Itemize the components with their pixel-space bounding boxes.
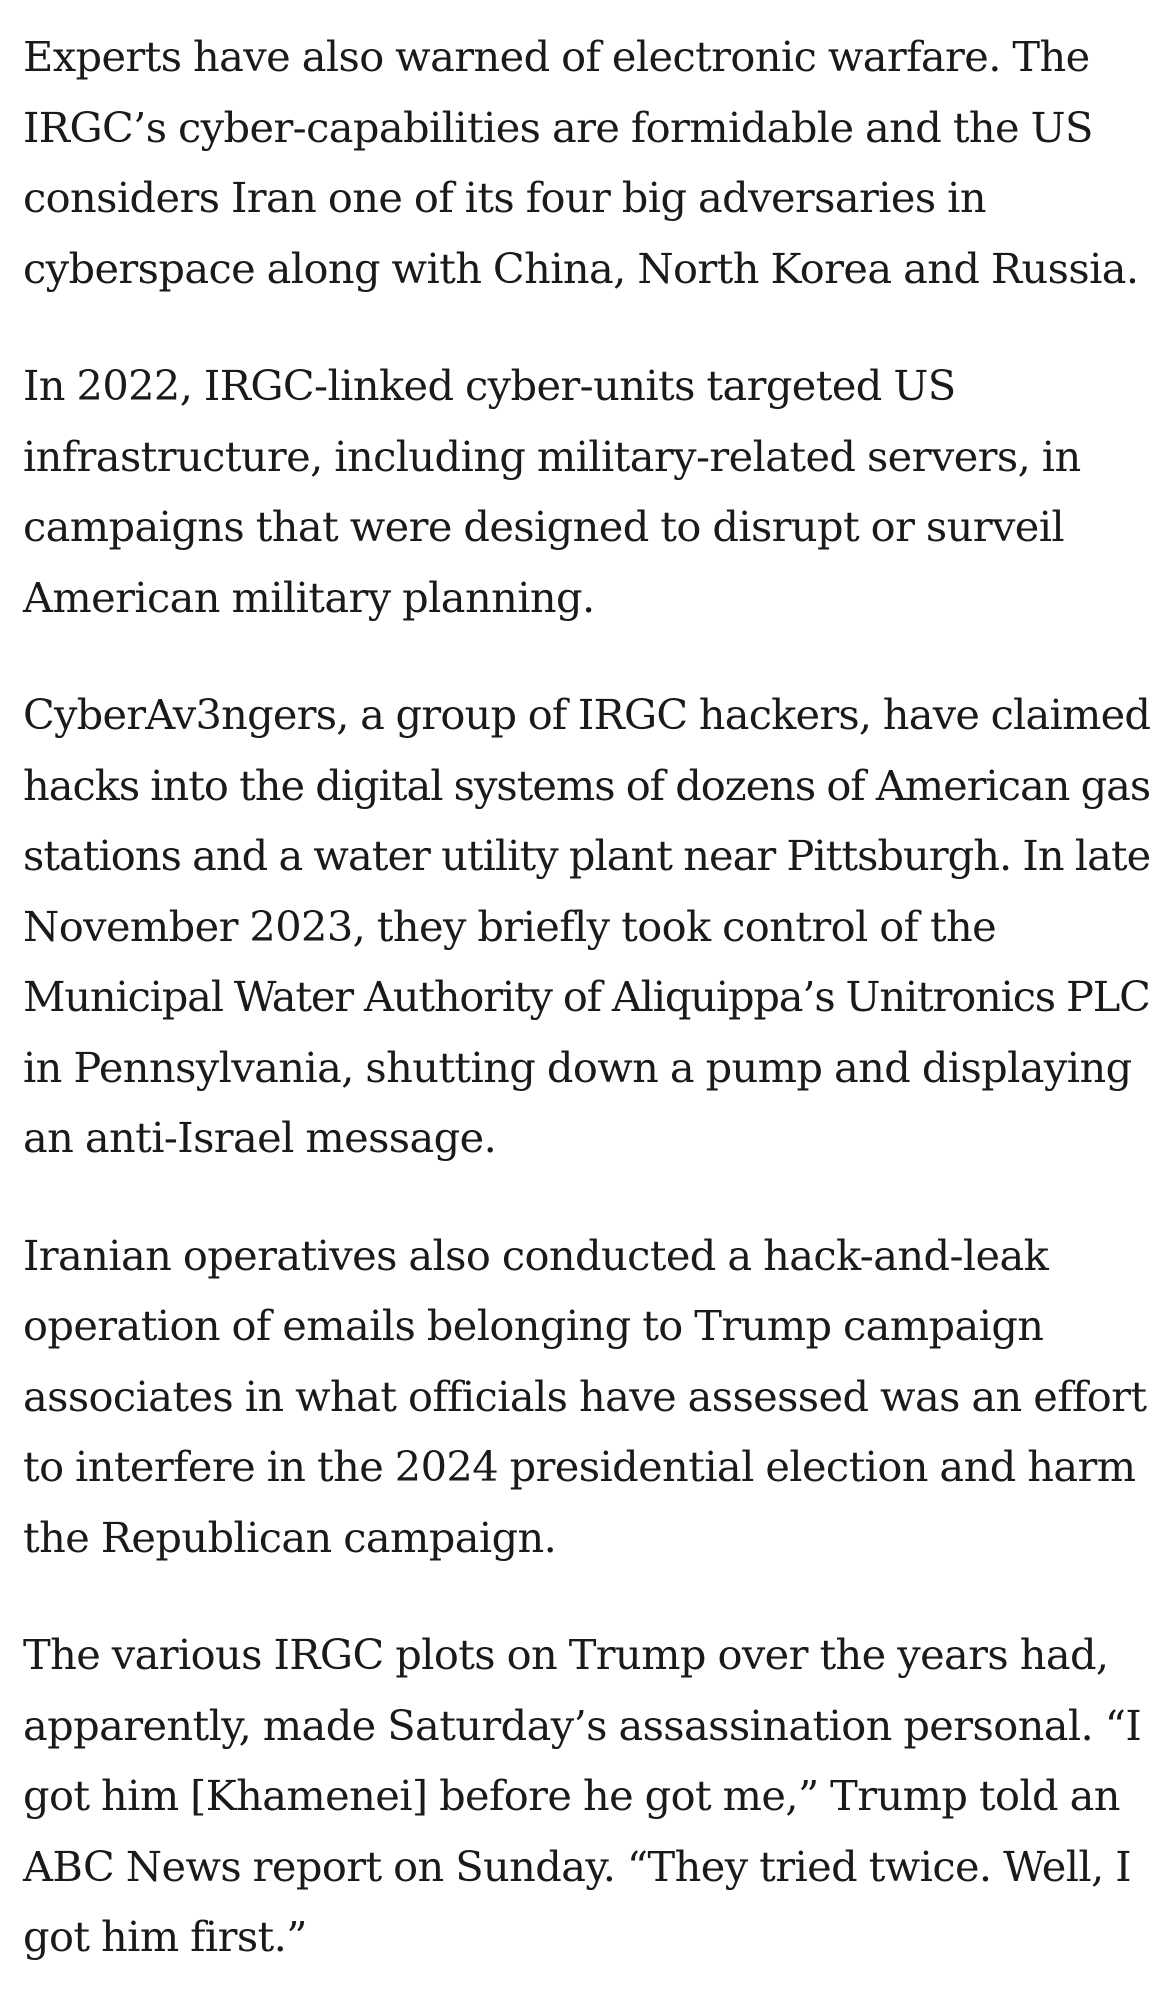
text-line: campaigns that were designed to disrupt or surveil <box>23 502 1065 551</box>
text-line: an anti-Israel message. <box>23 1113 497 1162</box>
text-line: infrastructure, including military-related servers, in <box>23 431 1081 481</box>
text-line: CyberAv3ngers, a group of IRGC hackers, have claimed <box>23 690 1151 739</box>
paragraph-cyberav3ngers <box>23 680 1151 1174</box>
article-body <box>23 22 1151 1973</box>
text-line: to interfere in the 2024 presidential election and harm <box>23 1442 1136 1491</box>
text-line: considers Iran one of its four big adversaries in <box>23 173 986 222</box>
text-line: got him [Khamenei] before he got me,” Trump told an <box>23 1771 1120 1820</box>
text-line: Municipal Water Authority of Aliquippa’s Unitronics PLC <box>23 972 1150 1021</box>
text-line: IRGC’s cyber-capabilities are formidable and the US <box>23 102 1093 152</box>
paragraph-trump-quote <box>23 1620 1143 1973</box>
text-line: The various IRGC plots on Trump over the years had, <box>23 1630 1109 1679</box>
paragraph-cyber-units-2022 <box>23 351 1143 633</box>
text-line: ABC News report on Sunday. “They tried twice. Well, I <box>23 1841 1132 1891</box>
text-line: stations and a water utility plant near Pittsburgh. In late <box>23 831 1151 880</box>
text-line: the Republican campaign. <box>23 1512 557 1562</box>
text-line: got him first.” <box>23 1912 307 1961</box>
text-line: hacks into the digital systems of dozens of American gas <box>23 760 1151 810</box>
text-line: in Pennsylvania, shutting down a pump and displaying <box>23 1042 1132 1092</box>
text-line: Iranian operatives also conducted a hack-and-leak <box>23 1230 1049 1280</box>
text-line: In 2022, IRGC-linked cyber-units targeted US <box>23 361 956 410</box>
text-line: cyberspace along with China, North Korea and Russia. <box>23 243 1139 293</box>
text-line: operation of emails belonging to Trump campaign <box>23 1301 1044 1350</box>
paragraph-hack-and-leak <box>23 1221 1147 1574</box>
text-line: Experts have also warned of electronic warfare. The <box>23 32 1090 81</box>
text-line: apparently, made Saturday’s assassination personal. “I <box>23 1700 1142 1750</box>
text-line: associates in what officials have assessed was an effort <box>23 1371 1147 1421</box>
text-line: American military planning. <box>23 572 595 622</box>
text-line: November 2023, they briefly took control of the <box>23 901 997 951</box>
paragraph-electronic-warfare <box>23 22 1143 304</box>
